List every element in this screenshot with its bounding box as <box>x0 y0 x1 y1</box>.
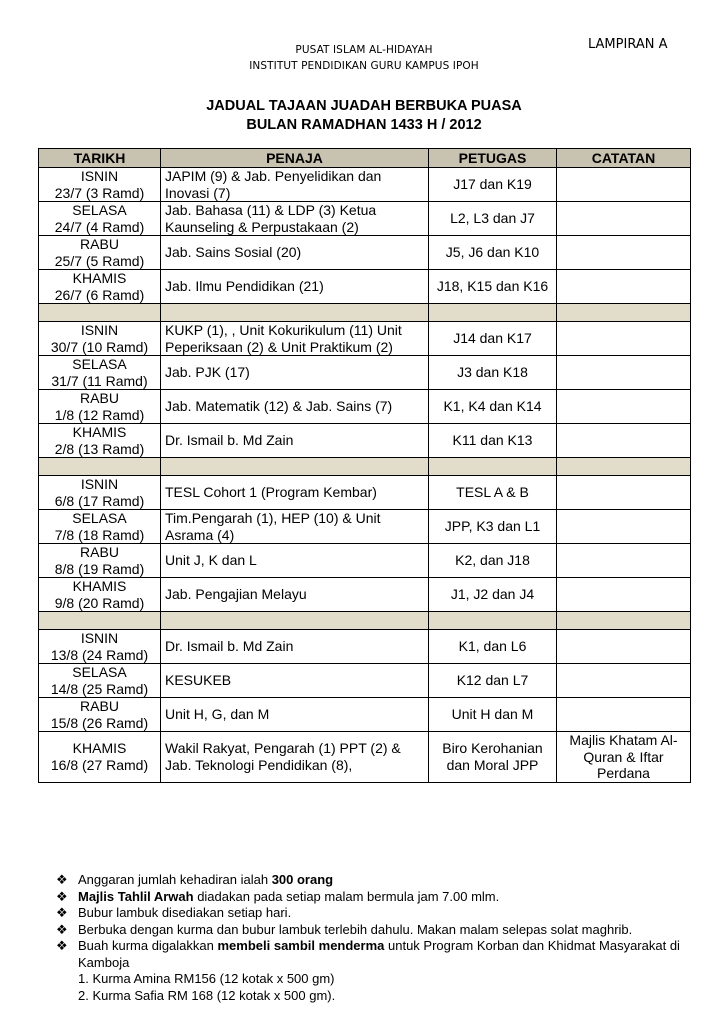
day-name: KHAMIS <box>72 578 127 594</box>
cell-penaja: Jab. PJK (17) <box>161 356 429 390</box>
day-name: ISNIN <box>80 476 119 492</box>
week-separator-row <box>39 458 691 476</box>
cell-penaja: Jab. Pengajian Melayu <box>161 578 429 612</box>
date-text: 7/8 (18 Ramd) <box>54 526 145 543</box>
table-row <box>39 476 691 510</box>
date-text: 13/8 (24 Ramd) <box>50 646 149 663</box>
date-text: 23/7 (3 Ramd) <box>54 184 145 201</box>
cell-petugas: J5, J6 dan K10 <box>429 236 557 270</box>
lampiran-label: LAMPIRAN A <box>588 37 668 52</box>
cell-penaja: Jab. Sains Sosial (20) <box>161 236 429 270</box>
cell-catatan <box>557 236 691 270</box>
separator-cell <box>557 458 691 476</box>
day-name: KHAMIS <box>72 740 127 757</box>
note-item <box>56 922 706 939</box>
note-item <box>56 872 706 889</box>
separator-cell <box>557 304 691 322</box>
cell-penaja: Dr. Ismail b. Md Zain <box>161 424 429 458</box>
day-name: SELASA <box>72 356 127 372</box>
separator-cell <box>39 304 161 322</box>
table-row <box>39 732 691 783</box>
date-text: 26/7 (6 Ramd) <box>54 286 145 303</box>
diamond-bullet-icon: ❖ <box>56 905 68 920</box>
diamond-bullet-icon: ❖ <box>56 921 68 937</box>
cell-petugas: J17 dan K19 <box>429 168 557 202</box>
cell-tarikh <box>39 322 161 356</box>
cell-catatan <box>557 578 691 612</box>
diamond-bullet-icon: ❖ <box>56 888 68 904</box>
cell-tarikh <box>39 664 161 698</box>
cell-catatan <box>557 630 691 664</box>
note-bold: Majlis Tahlil Arwah <box>78 888 194 904</box>
day-name: RABU <box>80 698 119 714</box>
table-row <box>39 544 691 578</box>
cell-penaja: Dr. Ismail b. Md Zain <box>161 630 429 664</box>
cell-penaja: Unit J, K dan L <box>161 544 429 578</box>
document-subtitle: BULAN RAMADHAN 1433 H / 2012 <box>246 117 482 133</box>
cell-petugas: TESL A & B <box>429 476 557 510</box>
table-row <box>39 168 691 202</box>
day-name: KHAMIS <box>72 270 127 286</box>
cell-tarikh <box>39 236 161 270</box>
separator-cell <box>429 458 557 476</box>
cell-tarikh <box>39 168 161 202</box>
col-header-petugas: PETUGAS <box>429 149 557 168</box>
table-row <box>39 356 691 390</box>
note-text: Bubur lambuk disediakan setiap hari. <box>78 905 292 920</box>
date-text: 8/8 (19 Ramd) <box>54 560 145 577</box>
cell-catatan <box>557 510 691 544</box>
cell-catatan <box>557 202 691 236</box>
note-text: diadakan pada setiap malam bermula jam 7.00 mlm. <box>193 888 500 904</box>
day-name: ISNIN <box>80 630 119 646</box>
day-name: SELASA <box>72 664 127 680</box>
table-row <box>39 270 691 304</box>
day-name: RABU <box>80 544 119 560</box>
week-separator-row <box>39 304 691 322</box>
day-name: KHAMIS <box>72 424 127 440</box>
table-row <box>39 236 691 270</box>
kurma-option-1: 1. Kurma Amina RM156 (12 kotak x 500 gm) <box>78 971 335 986</box>
cell-tarikh <box>39 698 161 732</box>
date-text: 15/8 (26 Ramd) <box>50 714 149 731</box>
cell-penaja: TESL Cohort 1 (Program Kembar) <box>161 476 429 510</box>
cell-tarikh <box>39 202 161 236</box>
kurma-option-2: 2. Kurma Safia RM 168 (12 kotak x 500 gm). <box>78 987 336 1003</box>
cell-catatan <box>557 270 691 304</box>
table-row <box>39 202 691 236</box>
schedule-table <box>38 148 691 783</box>
cell-petugas: JPP, K3 dan L1 <box>429 510 557 544</box>
cell-tarikh <box>39 544 161 578</box>
date-text: 1/8 (12 Ramd) <box>54 406 145 423</box>
col-header-tarikh: TARIKH <box>39 149 161 168</box>
cell-catatan <box>557 424 691 458</box>
diamond-bullet-icon: ❖ <box>56 872 68 887</box>
separator-cell <box>429 304 557 322</box>
cell-catatan <box>557 698 691 732</box>
cell-tarikh <box>39 476 161 510</box>
cell-tarikh <box>39 270 161 304</box>
separator-cell <box>161 612 429 630</box>
note-text: Buah kurma digalakkan <box>78 938 218 953</box>
cell-petugas: L2, L3 dan J7 <box>429 202 557 236</box>
date-text: 14/8 (25 Ramd) <box>50 680 149 697</box>
cell-penaja: Wakil Rakyat, Pengarah (1) PPT (2) & Jab. Teknologi Pendidikan (8), <box>161 732 429 783</box>
separator-cell <box>39 458 161 476</box>
cell-catatan <box>557 664 691 698</box>
cell-petugas: J1, J2 dan J4 <box>429 578 557 612</box>
day-name: RABU <box>80 390 119 406</box>
org-name: PUSAT ISLAM AL-HIDAYAH <box>295 44 433 56</box>
schedule-body <box>39 168 691 783</box>
table-row <box>39 698 691 732</box>
cell-penaja: KESUKEB <box>161 664 429 698</box>
cell-catatan <box>557 544 691 578</box>
date-text: 16/8 (27 Ramd) <box>50 756 149 773</box>
table-row <box>39 390 691 424</box>
col-header-penaja: PENAJA <box>161 149 429 168</box>
cell-catatan <box>557 476 691 510</box>
date-text: 30/7 (10 Ramd) <box>50 338 149 355</box>
day-name: ISNIN <box>80 322 119 338</box>
table-row <box>39 578 691 612</box>
cell-petugas: J14 dan K17 <box>429 322 557 356</box>
note-bold: 300 orang <box>271 872 334 887</box>
cell-petugas: K2, dan J18 <box>429 544 557 578</box>
cell-tarikh <box>39 630 161 664</box>
cell-penaja: Tim.Pengarah (1), HEP (10) & Unit Asrama (4) <box>161 510 429 544</box>
cell-tarikh <box>39 424 161 458</box>
cell-catatan <box>557 390 691 424</box>
cell-petugas: J3 dan K18 <box>429 356 557 390</box>
note-text: Berbuka dengan kurma dan bubur lambuk terlebih dahulu. Makan malam selepas solat maghrib. <box>78 921 633 937</box>
notes-list <box>56 872 706 1004</box>
cell-tarikh <box>39 390 161 424</box>
note-bold: membeli sambil menderma <box>217 938 385 953</box>
cell-tarikh <box>39 356 161 390</box>
cell-petugas: K1, K4 dan K14 <box>429 390 557 424</box>
cell-penaja: Jab. Bahasa (11) & LDP (3) Ketua Kaunseling & Perpustakaan (2) <box>161 202 429 236</box>
date-text: 2/8 (13 Ramd) <box>54 440 145 457</box>
date-text: 24/7 (4 Ramd) <box>54 218 145 235</box>
cell-tarikh <box>39 510 161 544</box>
cell-petugas: K1, dan L6 <box>429 630 557 664</box>
separator-cell <box>429 612 557 630</box>
date-text: 25/7 (5 Ramd) <box>54 252 145 269</box>
date-text: 9/8 (20 Ramd) <box>54 594 145 611</box>
note-text: untuk Program Korban dan Khidmat Masyarakat di Kamboja <box>78 938 680 970</box>
cell-penaja: Unit H, G, dan M <box>161 698 429 732</box>
date-text: 31/7 (11 Ramd) <box>51 372 148 389</box>
cell-tarikh <box>39 578 161 612</box>
note-text: Anggaran jumlah kehadiran ialah <box>78 872 272 887</box>
note-item <box>56 889 706 906</box>
cell-penaja: Jab. Matematik (12) & Jab. Sains (7) <box>161 390 429 424</box>
document-title: JADUAL TAJAAN JUADAH BERBUKA PUASA <box>206 98 522 114</box>
cell-tarikh <box>39 732 161 783</box>
cell-catatan <box>557 322 691 356</box>
cell-penaja: JAPIM (9) & Jab. Penyelidikan dan Inovasi (7) <box>161 168 429 202</box>
org-campus: INSTITUT PENDIDIKAN GURU KAMPUS IPOH <box>249 60 479 72</box>
table-row <box>39 630 691 664</box>
table-row <box>39 424 691 458</box>
note-item <box>56 938 706 971</box>
note-item <box>56 905 706 922</box>
day-name: ISNIN <box>80 168 119 184</box>
cell-petugas: J18, K15 dan K16 <box>429 270 557 304</box>
date-text: 6/8 (17 Ramd) <box>54 492 145 509</box>
separator-cell <box>557 612 691 630</box>
day-name: SELASA <box>72 510 127 526</box>
cell-catatan <box>557 168 691 202</box>
cell-petugas: K11 dan K13 <box>429 424 557 458</box>
cell-petugas: Unit H dan M <box>429 698 557 732</box>
separator-cell <box>161 304 429 322</box>
cell-penaja: Jab. Ilmu Pendidikan (21) <box>161 270 429 304</box>
cell-catatan <box>557 356 691 390</box>
table-row <box>39 510 691 544</box>
col-header-catatan: CATATAN <box>557 149 691 168</box>
table-row <box>39 322 691 356</box>
day-name: RABU <box>80 236 119 252</box>
cell-catatan: Majlis Khatam Al-Quran & Iftar Perdana <box>557 732 691 783</box>
table-row <box>39 664 691 698</box>
cell-penaja: KUKP (1), , Unit Kokurikulum (11) Unit Peperiksaan (2) & Unit Praktikum (2) <box>161 322 429 356</box>
cell-petugas: K12 dan L7 <box>429 664 557 698</box>
separator-cell <box>161 458 429 476</box>
separator-cell <box>39 612 161 630</box>
cell-petugas: Biro Kerohanian dan Moral JPP <box>429 732 557 783</box>
week-separator-row <box>39 612 691 630</box>
table-header-row <box>39 149 691 168</box>
diamond-bullet-icon: ❖ <box>56 938 68 953</box>
day-name: SELASA <box>72 202 127 218</box>
